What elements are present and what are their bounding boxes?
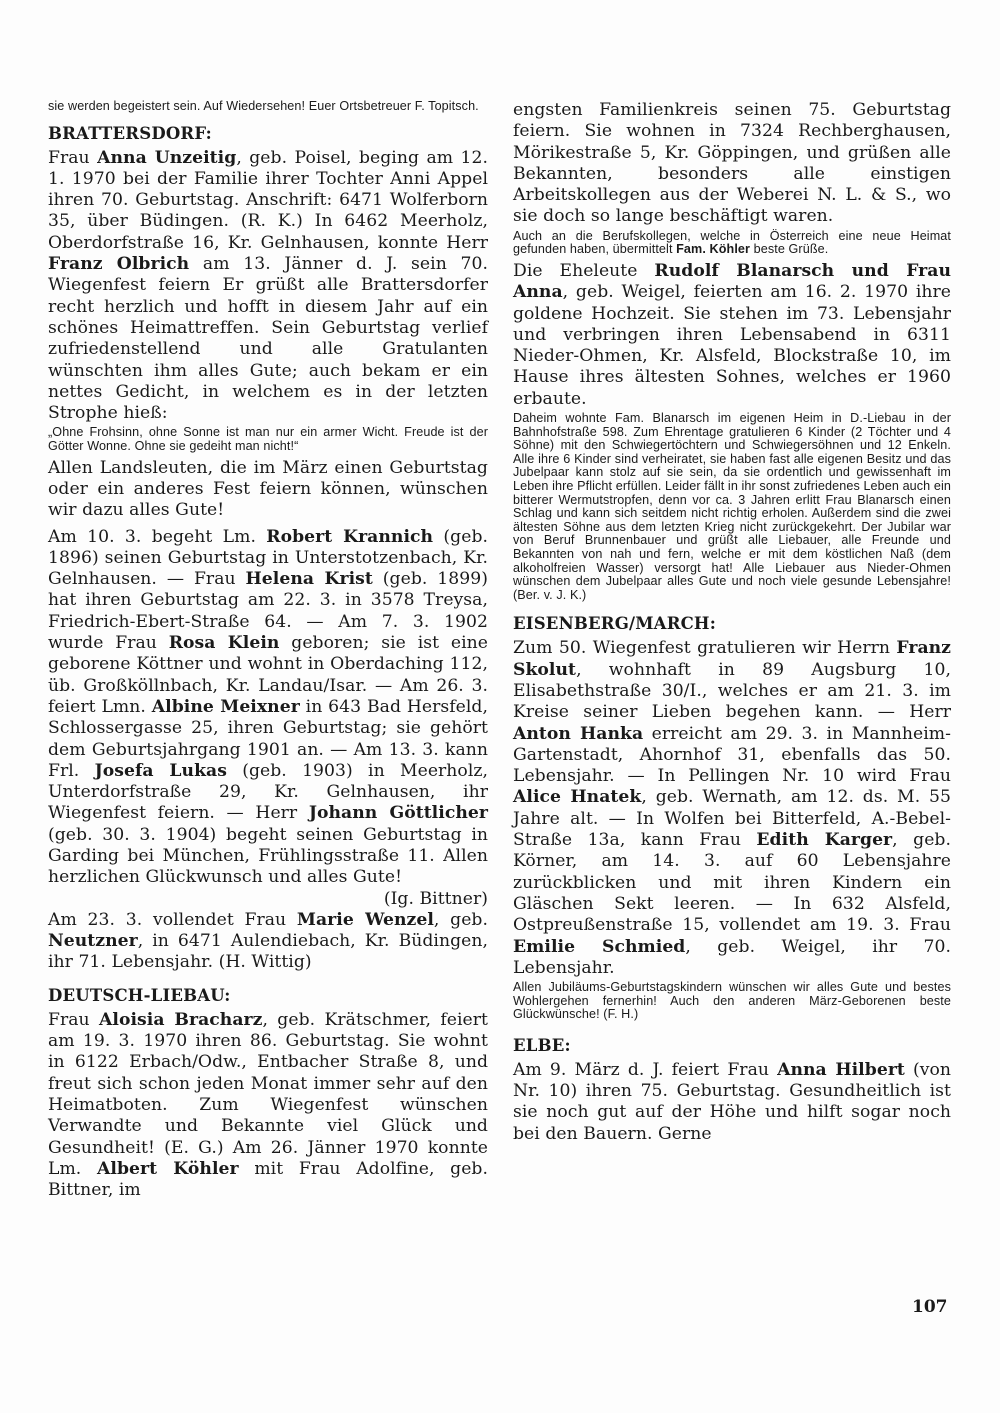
intro-closing-text: sie werden begeistert sein. Auf Wiedersehen! Euer Ortsbetreuer F. Topitsch. <box>48 99 479 113</box>
paragraph-koehler-continued: engsten Familienkreis seinen 75. Geburtstag feiern. Sie wohnen in 7324 Rechberghausen, Mörikestraße 5, Kr. Göppingen, und grüßen alle Bekannten, besonders alle einstigen Arbeitskollegen aus der Weberei N. L. & S., wo sie doch so lange beschäftigt waren. <box>513 100 951 227</box>
text: Die Eheleute <box>513 260 655 281</box>
section-heading-eisenberg-march: EISENBERG/MARCH: <box>513 614 717 634</box>
text: , wohnhaft in 89 Augsburg 10, Elisabethstraße 30/I., welches er am 21. 3. im Kreise seiner Lieben begehen kann. — Herr <box>513 659 951 723</box>
author-signoff: (Ig. Bittner) <box>383 888 488 909</box>
text: , geb. Wernath, am 12. ds. M. 55 Jahre alt. — In Wolfen bei Bitterfeld, A.-Bebel-Straße 13a, kann Frau <box>513 787 951 851</box>
text: Am 23. 3. vollendet Frau <box>48 909 297 930</box>
text: erreicht am 29. 3. in Mannheim-Gartenstadt, Ahornhof 31, ebenfalls das 50. Lebensjahr. — In Pellingen Nr. 10 wird Frau <box>513 723 951 787</box>
left-column <box>48 100 488 1201</box>
text: (geb. 1896) seinen Geburtstag in Unterstotzenbach, Kr. Gelnhausen. — Frau <box>48 526 489 590</box>
text: am 13. Jänner d. J. sein 70. Wiegenfest feiern Er grüßt alle Brattersdorfer recht herzlich und hofft in diesem Jahr auf ein schönes Heimattreffen. Sein Geburtstag verlief zufriedenstellend und alle Gratulanten wünschten ihm alles Gute; auch bekam er ein nettes Gedicht, in welchem es in der letzten Strophe hieß: <box>48 254 488 424</box>
text: , geb. <box>433 909 488 930</box>
person-name: Franz Skolut <box>513 638 951 680</box>
person-name: Emilie Schmied <box>513 936 686 957</box>
text: beste Grüße. <box>750 242 829 257</box>
person-name: Fam. Köhler <box>676 242 751 257</box>
paragraph-eisenberg-birthdays <box>513 638 951 979</box>
paragraph-birthdays-list <box>48 527 488 889</box>
text: (geb. 1903) in Meerholz, Unterdorfstraße 29, Kr. Gelnhausen, ihr Wiegenfest feiern. — Herr <box>48 760 488 824</box>
person-name: Josefa Lukas <box>94 760 227 781</box>
right-column <box>513 100 951 1145</box>
person-name: Edith Karger <box>756 830 893 851</box>
text: , in 6471 Aulendiebach, Kr. Büdingen, ihr 71. Lebensjahr. (H. Wittig) <box>48 931 488 973</box>
person-name: Helena Krist <box>245 569 373 590</box>
person-name: Anton Hanka <box>513 723 644 744</box>
person-name: Marie Wenzel <box>296 909 434 930</box>
text: Auch an die Berufskollegen, welche in Österreich eine neue Heimat gefunden haben, übermittelt <box>513 228 951 257</box>
person-name: Aloisia Bracharz <box>99 1009 263 1030</box>
text: , geb. Poisel, beging am 12. 1. 1970 bei der Familie ihrer Tochter Anni Appel ihren 70. Geburtstag. Anschrift: 6471 Wolferborn 35, über Büdingen. (R. K.) In 6462 Meerholz, Oberdorfstraße 16, Kr. Gelnhausen, konnte Herr <box>48 147 489 253</box>
section-heading-elbe: ELBE: <box>513 1035 571 1055</box>
person-name: Albert Köhler <box>97 1158 239 1179</box>
person-name: Franz Olbrich <box>48 254 190 275</box>
text: in 643 Bad Hersfeld, Schlossergasse 25, ihren Geburtstag; sie gehört dem Geburtsjahrgang 1901 an. — Am 13. 3. kann Frl. <box>48 696 488 781</box>
text: Frau <box>48 1009 99 1030</box>
person-name: Rosa Klein <box>168 633 280 654</box>
text: , geb. Krätschmer, feiert am 19. 3. 1970 ihren 86. Geburtstag. Sie wohnt in 6122 Erbach/Odw., Entbacher Straße 8, und freut sich schon jeden Monat immer sehr auf den Heimatboten. Zum Wiegenfest wünschen Verwandte und Bekannte viel Glück und Gesundheit! (E. G.) Am 26. Jänner 1970 konnte Lm. <box>48 1009 488 1179</box>
section-heading-brattersdorf: BRATTERSDORF: <box>48 123 212 143</box>
text: geboren; sie ist eine geborene Köttner und wohnt in Oberdaching 112, üb. Großköllnbach, Kr. Landau/Isar. — Am 26. 3. feiert Lmn. <box>48 633 488 717</box>
paragraph-hilbert <box>513 1060 951 1145</box>
text: , geb. Weigel, feierten am 16. 2. 1970 ihre goldene Hochzeit. Sie stehen im 73. Lebensjahr und verbringen ihren Lebensabend in 6311 Nieder-Ohmen, Kr. Alsfeld, Blockstraße 10, im Hause ihres ältesten Sohnes, welches er 1960 erbaute. <box>513 282 951 409</box>
text: Am 10. 3. begeht Lm. <box>48 526 267 547</box>
note-jubilaeum-wishes: Allen Jubiläums-Geburtstagskindern wünschen wir alles Gute und bestes Wohlergehen fernerhin! Auch den anderen März-Geborenen beste Glückwünsche! (F. H.) <box>513 980 951 1022</box>
person-name: Albine Meixner <box>151 696 300 717</box>
person-name: Robert Krannich <box>266 526 434 547</box>
text: mit Frau Adolfine, geb. Bittner, im <box>48 1158 488 1201</box>
paragraph-greeting: Allen Landsleuten, die im März einen Geburtstag oder ein anderes Fest feiern können, wünschen wir dazu alles Gute! <box>48 457 488 521</box>
text: Am 9. März d. J. feiert Frau <box>513 1059 778 1080</box>
person-name: Anna Hilbert <box>777 1059 905 1080</box>
poem-quote: „Ohne Frohsinn, ohne Sonne ist man nur ein armer Wicht. Freude ist der Götter Wonne. Ohne sie gedeiht man nicht!“ <box>48 425 488 454</box>
text: (von Nr. 10) ihren 75. Geburtstag. Gesundheitlich ist sie noch gut auf der Höhe und hilft sogar noch bei den Bauern. Gerne <box>513 1059 952 1144</box>
paragraph-bracharz-koehler <box>48 1010 488 1202</box>
text: , geb. Körner, am 14. 3. auf 60 Lebensjahre zurückblicken und mit ihren Kindern ein Gläschen Sekt leeren. — In 632 Alsfeld, Ostpreußenstraße 15, vollendet am 19. 3. Frau <box>513 830 951 936</box>
paragraph-blanarsch <box>513 261 951 410</box>
note-berufskollegen <box>513 230 951 257</box>
paragraph-wenzel <box>48 910 488 974</box>
text: , geb. Weigel, ihr 70. Lebensjahr. <box>513 936 951 978</box>
paragraph-unzeitig-olbrich <box>48 148 488 425</box>
person-name: Alice Hnatek <box>513 787 642 808</box>
note-blanarsch-family: Daheim wohnte Fam. Blanarsch im eigenen Heim in D.-Liebau in der Bahnhofstraße 598. Zum Ehrentage gratulieren 6 Kinder (2 Töchter und 4 Söhne) mit den Schwiegertöchtern und Schwiegersöhnen und 12 Enkeln. Alle ihre 6 Kinder sind verheiratet, sie haben fast alle eigenen Besitz und das Jubelpaar kann stolz auf sie sein, da sie ordentlich und gewissenhaft im Leben ihre Pflicht erfüllen. Leider fällt in ihr sonst zufriedenes Leben auch ein bitterer Wermutstropfen, denn vor ca. 3 Jahren erlitt Frau Blanarsch einen Schlag und kann sich seitdem nicht richtig erholen. Außerdem sind die zwei ältesten Söhne aus dem letzten Krieg nicht zurückgekehrt. Der Jubilar war von Beruf Brunnenbauer und grüßt alle Liebauer, alle Freunde und Bekannten von nah und fern, welche er mit dem köstlichen Naß (dem alkoholfreien Wasser) versorgt hat! Alle Liebauer aus Nieder-Ohmen wünschen dem Jubelpaar alles Gute und noch viele gesunde Lebensjahre! (Ber. v. J. K.) <box>513 411 951 602</box>
person-name: Rudolf Blanarsch und Frau Anna <box>513 260 951 303</box>
text: Zum 50. Wiegenfest gratulieren wir Herrn <box>513 638 897 659</box>
text: (geb. 1899) hat ihren Geburtstag am 22. 3. in 3578 Treysa, Friedrich-Ebert-Straße 64. — Am 7. 3. 1902 wurde Frau <box>48 569 488 654</box>
text: Frau <box>48 147 98 168</box>
person-name: Anna Unzeitig <box>97 147 237 168</box>
person-name: Johann Göttlicher <box>308 803 488 824</box>
text: (geb. 30. 3. 1904) begeht seinen Geburtstag in Garding bei München, Frühlingsstraße 11. Allen herzlichen Glückwunsch und alles Gute! <box>48 824 488 888</box>
page-number: 107 <box>912 1297 948 1317</box>
person-name: Neutzner <box>48 931 138 952</box>
section-heading-deutsch-liebau: DEUTSCH-LIEBAU: <box>48 985 231 1005</box>
